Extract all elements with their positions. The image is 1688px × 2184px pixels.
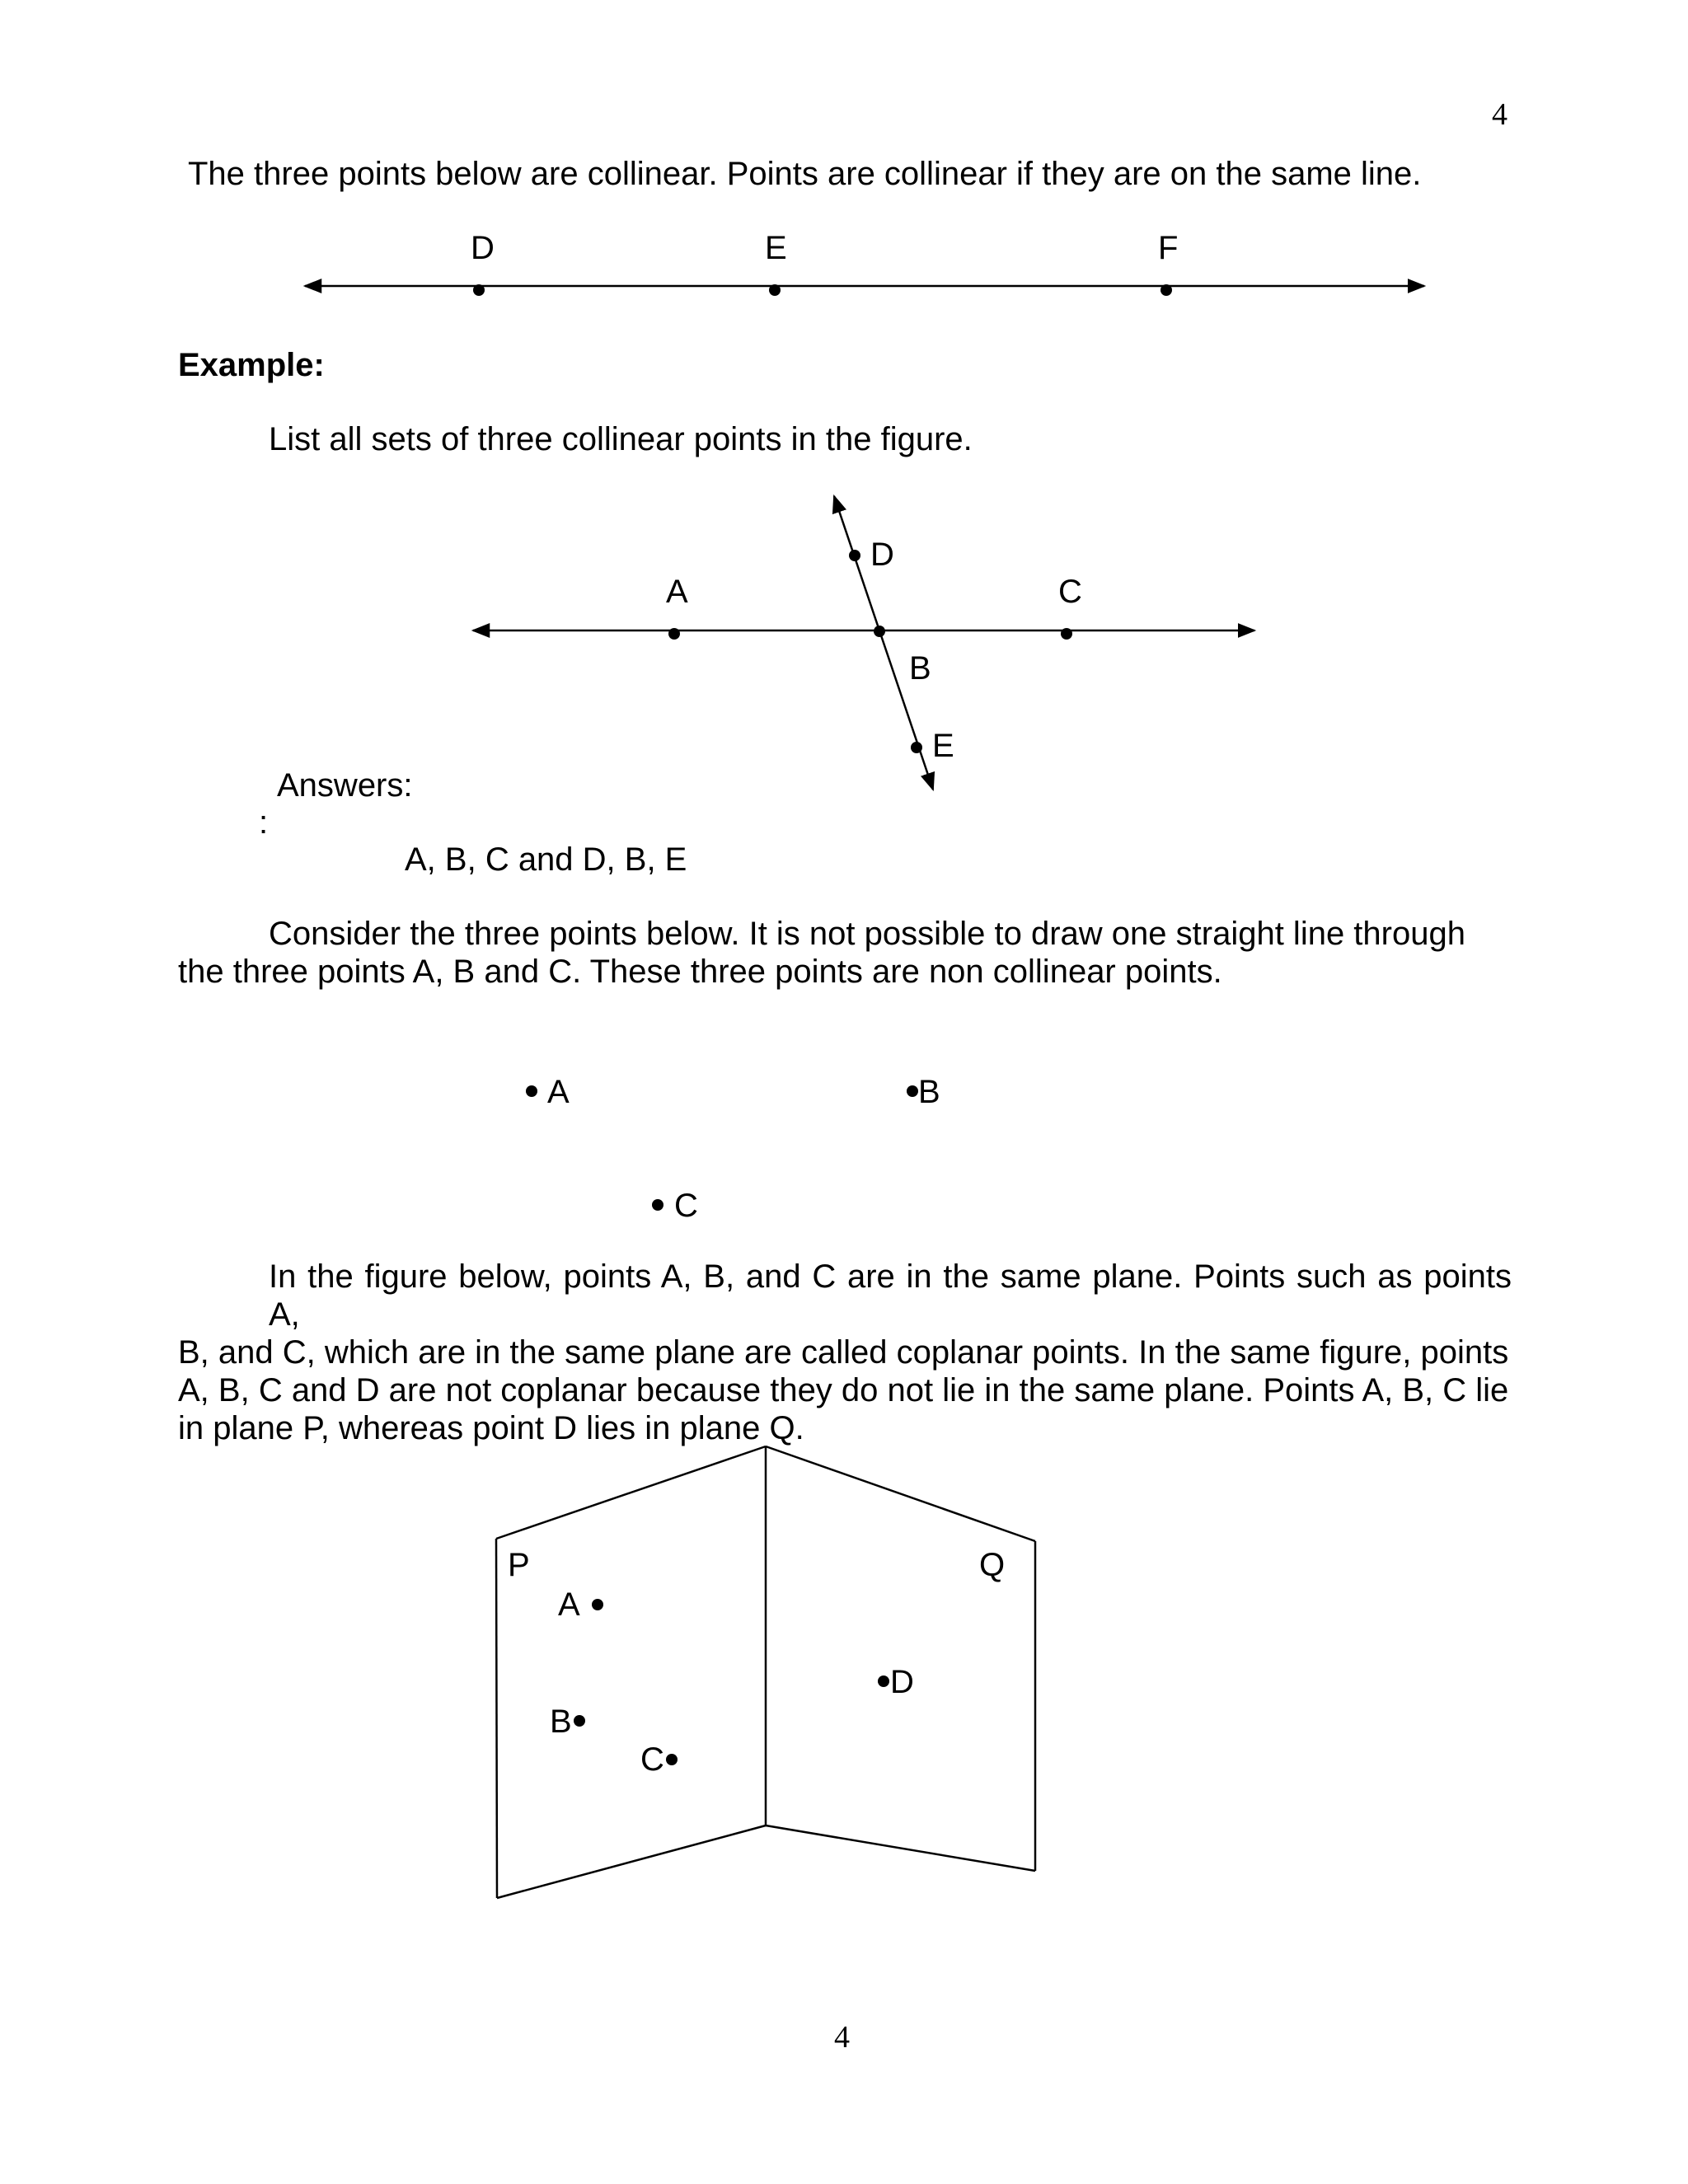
point-d-dot [878, 1675, 889, 1687]
label-b: B [909, 650, 931, 687]
answers-colon: : [259, 804, 269, 841]
label-d: D [471, 230, 495, 266]
coplanar-line-2: B, and C, which are in the same plane are called coplanar points. In the same figure, points [178, 1334, 1509, 1371]
label-d: D [870, 537, 894, 573]
planes-figure [0, 1434, 1688, 1929]
label-b: B [550, 1704, 572, 1740]
point-f-dot [1160, 284, 1172, 296]
point-d-dot [849, 550, 860, 561]
label-c: C [1058, 574, 1082, 610]
point-c-dot [666, 1754, 678, 1765]
plane-q-top-edge [766, 1446, 1035, 1541]
noncollinear-paragraph [178, 915, 1513, 991]
label-a: A [558, 1586, 580, 1623]
point-a-dot [668, 628, 680, 640]
noncollinear-line-2: the three points A, B and C. These three points are non collinear points. [178, 954, 1222, 990]
collinear-definition: The three points below are collinear. Points are collinear if they are on the same line. [188, 156, 1422, 192]
label-plane-p: P [508, 1547, 530, 1583]
point-c-dot [1061, 628, 1072, 640]
coplanar-line-4: in plane P, whereas point D lies in plane Q. [178, 1410, 804, 1446]
point-b-dot [907, 1085, 918, 1097]
label-e: E [765, 230, 787, 266]
example-prompt: List all sets of three collinear points in the figure. [269, 421, 973, 457]
label-f: F [1158, 230, 1179, 266]
example-heading: Example: [178, 347, 325, 383]
point-a-dot [592, 1599, 603, 1610]
answers-label: Answers: [277, 767, 413, 804]
point-d-dot [473, 284, 485, 296]
noncollinear-line-1: Consider the three points below. It is not possible to draw one straight line through [269, 916, 1465, 952]
label-a: A [666, 574, 688, 610]
coplanar-line-1: In the figure below, points A, B, and C are in the same plane. Points such as points A, [269, 1258, 1512, 1333]
collinear-line-figure [0, 223, 1688, 354]
coplanar-line-3: A, B, C and D are not coplanar because they do not lie in the same plane. Points A, B, C lie [178, 1372, 1509, 1408]
point-c-dot [652, 1199, 663, 1211]
intersecting-lines-figure [0, 478, 1688, 824]
page-number-top: 4 [1492, 97, 1507, 132]
noncollinear-points-figure [0, 1055, 1688, 1224]
page-number-bottom: 4 [834, 2020, 850, 2055]
point-b-dot [574, 1715, 585, 1727]
label-c: C [640, 1741, 664, 1778]
point-e-dot [911, 742, 922, 753]
label-a: A [547, 1074, 570, 1110]
answer-text: A, B, C and D, B, E [405, 841, 687, 878]
point-e-dot [769, 284, 781, 296]
plane-q-bottom-edge [766, 1825, 1035, 1871]
plane-p-top-edge [496, 1446, 766, 1539]
plane-p-bottom-edge [497, 1825, 766, 1898]
point-a-dot [526, 1085, 537, 1097]
label-c: C [674, 1188, 698, 1224]
point-b-dot [874, 626, 885, 637]
label-b: B [918, 1074, 940, 1110]
coplanar-paragraph [178, 1258, 1512, 1447]
plane-p-left-edge [496, 1539, 497, 1898]
label-d: D [890, 1664, 914, 1700]
label-plane-q: Q [979, 1547, 1006, 1583]
label-e: E [932, 728, 954, 764]
